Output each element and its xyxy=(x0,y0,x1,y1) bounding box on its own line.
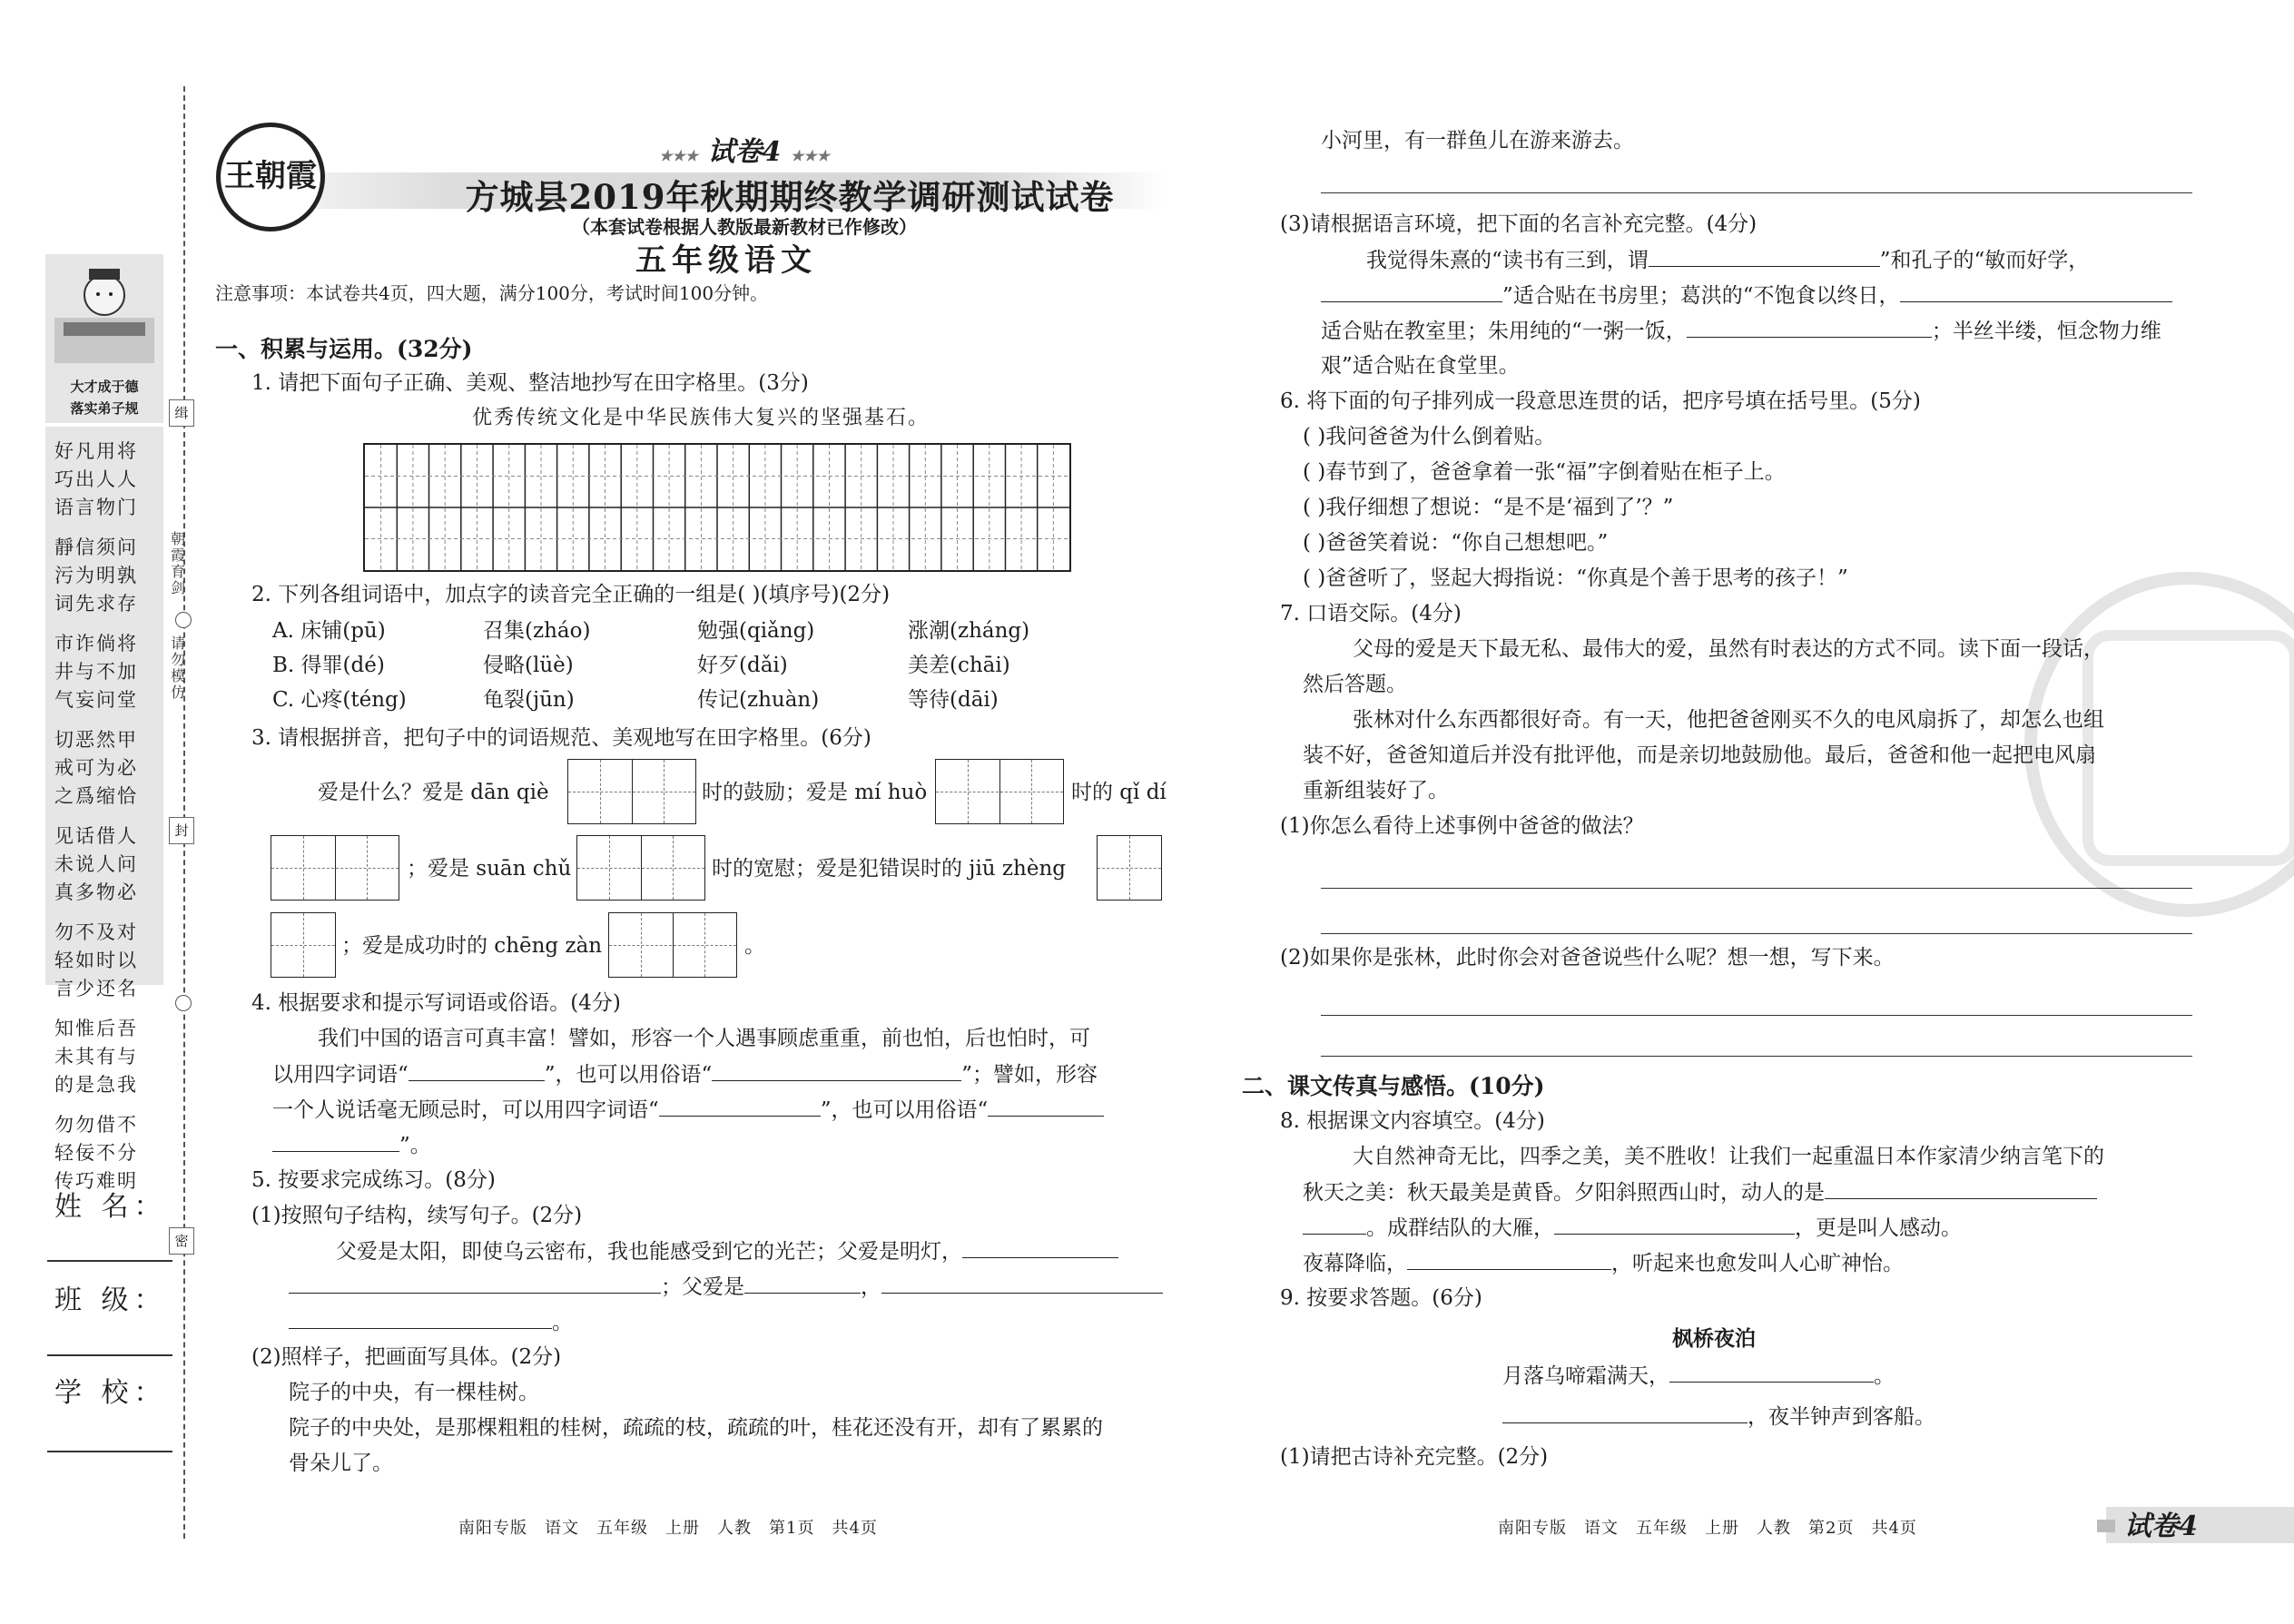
name-field[interactable] xyxy=(47,1260,172,1262)
classic-verse-box xyxy=(45,427,163,1192)
example-sentence: 院子的中央，有一棵桂树。 xyxy=(289,1381,539,1404)
grade-subject-heading: 五年级语文 xyxy=(635,242,817,279)
verse-line: 靜信须问 xyxy=(54,536,138,558)
ordering-item[interactable]: ( )爸爸笑着说：“你自己想想吧。” xyxy=(1303,531,1609,555)
binding-mark: 封 xyxy=(169,817,194,844)
sub-question: (1)按照句子结构，续写句子。(2分) xyxy=(251,1204,583,1227)
page-title: 方城县2019年秋期期终教学调研测试试卷 xyxy=(465,177,1115,217)
star-decoration: ★★★ xyxy=(790,147,830,164)
sub-question: (3)请根据语言环境，把下面的名言补充完整。(4分) xyxy=(1280,212,1757,236)
q4-fragment: ”。 xyxy=(399,1134,431,1157)
verse-line: 戒可为必 xyxy=(54,757,138,779)
option-B-word: 美差(chāi) xyxy=(908,654,1010,677)
q4-fragment: ”，也可以用俗语“ xyxy=(544,1063,713,1087)
answer-blank[interactable] xyxy=(1554,1214,1795,1235)
tianzige-box[interactable] xyxy=(608,912,737,978)
answer-blank[interactable] xyxy=(1303,1214,1366,1235)
class-field[interactable] xyxy=(47,1354,172,1356)
option-A-word: 召集(zháo) xyxy=(483,619,591,643)
q4-fragment: 一个人说话毫无顾忌时，可以用四字词语“ xyxy=(272,1098,659,1122)
ordering-item[interactable]: ( )我问爸爸为什么倒着贴。 xyxy=(1303,425,1556,448)
school-field[interactable] xyxy=(47,1451,172,1452)
question-2: 2. 下列各组词语中，加点字的读音完全正确的一组是( )(填序号)(2分) xyxy=(251,583,891,606)
q8-fragment: 夜幕降临， xyxy=(1303,1252,1407,1275)
q3-text: 爱是什么？爱是 dān qiè xyxy=(318,781,549,804)
binding-mark: 缉 xyxy=(169,399,194,427)
q8-text: 大自然神奇无比，四季之美，美不胜收！让我们一起重温日本作家清少纳言笔下的 xyxy=(1353,1145,2104,1168)
school-label: 学 校： xyxy=(54,1377,167,1409)
answer-blank[interactable] xyxy=(272,1131,399,1152)
ordering-item[interactable]: ( )我仔细想了想说：“是不是‘福到了’？” xyxy=(1303,496,1674,519)
q5-3-text xyxy=(1366,246,2089,275)
answer-blank[interactable] xyxy=(1900,281,2172,302)
q3-text: 时的宽慰；爱是犯错误时的 jiū zhèng xyxy=(712,857,1067,881)
answer-blank[interactable] xyxy=(1502,1403,1748,1423)
binding-sidebar xyxy=(0,0,189,1624)
tianzige-box[interactable] xyxy=(271,912,336,978)
q5-3-text xyxy=(1321,281,2172,310)
tianzige-box[interactable] xyxy=(935,759,1064,824)
tianzige-box[interactable] xyxy=(567,759,696,824)
option-A-word: 涨潮(zháng) xyxy=(908,619,1030,643)
verse-line: 言少还名 xyxy=(54,978,138,999)
answer-blank[interactable] xyxy=(1687,317,1932,338)
verse-line: 切恶然甲 xyxy=(54,729,138,751)
verse-line: 见话借人 xyxy=(54,825,138,847)
answer-blank[interactable] xyxy=(409,1060,545,1081)
q5-fragment: 。 xyxy=(552,1311,573,1334)
poem-fragment: 月落乌啼霜满天， xyxy=(1502,1364,1669,1388)
q5-3-text: 艰”适合贴在食堂里。 xyxy=(1321,354,1520,378)
option-A-word: 勉强(qiǎng) xyxy=(697,619,815,643)
q8-text xyxy=(1303,1178,2097,1207)
option-C-word: 等待(dāi) xyxy=(908,688,999,712)
option-B-word: B. 得罪(dé) xyxy=(272,654,385,677)
publisher-logo xyxy=(216,123,325,231)
answer-blank[interactable] xyxy=(881,1273,1163,1294)
q4-text xyxy=(272,1131,431,1160)
answer-blank[interactable] xyxy=(1669,1362,1874,1383)
binding-hole xyxy=(175,995,192,1011)
answer-blank[interactable] xyxy=(289,1308,552,1329)
verse-line: 轻佞不分 xyxy=(54,1142,138,1164)
section-heading: 二、课文传真与感悟。(10分) xyxy=(1242,1073,1545,1099)
cartoon-scholar-image xyxy=(45,254,163,372)
answer-line[interactable] xyxy=(1321,933,2192,934)
name-label: 姓 名： xyxy=(54,1191,167,1223)
copy-sentence: 优秀传统文化是中华民族伟大复兴的坚强基石。 xyxy=(472,407,930,429)
tianzige-grid[interactable] xyxy=(363,443,1071,572)
corner-tab xyxy=(2106,1507,2294,1543)
page-footer: 南阳专版 语文 五年级 上册 人教 第2页 共4页 xyxy=(1498,1519,1917,1538)
vertical-note: 朝霞育剑 xyxy=(168,531,186,596)
q5-3-fragment: 我觉得朱熹的“读书有三到，谓 xyxy=(1366,249,1649,272)
sub-question: (1)你怎么看待上述事例中爸爸的做法？ xyxy=(1280,814,1644,838)
answer-blank[interactable] xyxy=(1407,1249,1611,1270)
answer-line[interactable] xyxy=(1321,192,2192,193)
verse-line: 未说人问 xyxy=(54,853,138,875)
example-sentence: 院子的中央处，是那棵粗粗的桂树，疏疏的枝，疏疏的叶，桂花还没有开，却有了累累的 xyxy=(289,1416,1103,1440)
q4-text xyxy=(272,1096,1104,1125)
ordering-item[interactable]: ( )爸爸听了，竖起大拇指说：“你真是个善于思考的孩子！” xyxy=(1303,566,1848,590)
question-4: 4. 根据要求和提示写词语或俗语。(4分) xyxy=(251,991,621,1015)
ordering-item[interactable]: ( )春节到了，爸爸拿着一张“福”字倒着贴在柜子上。 xyxy=(1303,460,1786,484)
section-heading: 一、积累与运用。(32分) xyxy=(215,336,473,362)
tianzige-box[interactable] xyxy=(271,835,399,901)
question-9: 9. 按要求答题。(6分) xyxy=(1280,1286,1482,1310)
verse-line: 的是急我 xyxy=(54,1074,138,1096)
question-8: 8. 根据课文内容填空。(4分) xyxy=(1280,1109,1545,1133)
q7-passage: 重新组装好了。 xyxy=(1303,779,1449,802)
verse-line: 未其有与 xyxy=(54,1046,138,1068)
q4-text xyxy=(272,1060,1098,1089)
q7-passage: 张林对什么东西都很好奇。有一天，他把爸爸刚买不久的电风扇拆了，却怎么也组 xyxy=(1353,708,2104,732)
verse-line: 井与不加 xyxy=(54,661,138,683)
q4-fragment: 以用四字词语“ xyxy=(272,1063,409,1087)
sub-question: (2)如果你是张林，此时你会对爸爸说些什么呢？想一想，写下来。 xyxy=(1280,946,1895,969)
verse-line: 真多物必 xyxy=(54,881,138,903)
option-C-word: 龟裂(jūn) xyxy=(483,688,575,712)
q5-fragment: ， xyxy=(861,1275,881,1299)
verse-line: 气妄问堂 xyxy=(54,689,138,711)
example-sentence: 骨朵儿了。 xyxy=(289,1452,393,1475)
answer-blank[interactable] xyxy=(712,1060,961,1081)
question-3: 3. 请根据拼音，把句子中的词语规范、美观地写在田字格里。(6分) xyxy=(251,726,871,750)
answer-line[interactable] xyxy=(1321,1015,2192,1016)
q8-text xyxy=(1303,1214,1962,1243)
verse-line: 知惟后吾 xyxy=(54,1018,138,1039)
question-6: 6. 将下面的句子排列成一段意思连贯的话，把序号填在括号里。(5分) xyxy=(1280,389,1921,413)
sub-question: (1)请把古诗补充完整。(2分) xyxy=(1280,1445,1549,1469)
answer-blank[interactable] xyxy=(744,1273,861,1294)
answer-blank[interactable] xyxy=(289,1273,661,1294)
q4-fragment: ”；譬如，形容 xyxy=(961,1063,1098,1087)
q4-fragment: ”，也可以用俗语“ xyxy=(820,1098,989,1122)
verse-line: 污为明孰 xyxy=(54,565,138,586)
q5-text xyxy=(289,1273,1163,1302)
question-5: 5. 按要求完成练习。(8分) xyxy=(251,1168,496,1192)
q7-text: 父母的爱是天下最无私、最伟大的爱，虽然有时表达的方式不同。读下面一段话， xyxy=(1353,637,2104,661)
option-B-word: 好歹(dǎi) xyxy=(697,654,788,677)
q5-fragment: 父爱是太阳，即使乌云密布，我也能感受到它的光芒；父爱是明灯， xyxy=(336,1240,962,1264)
verse-line: 勿不及对 xyxy=(54,921,138,943)
binding-hole xyxy=(175,612,192,628)
poem-fragment: 。 xyxy=(1874,1364,1895,1388)
verse-line: 语言物门 xyxy=(54,497,138,518)
exam-series-label xyxy=(635,134,853,172)
page-footer: 南阳专版 语文 五年级 上册 人教 第1页 共4页 xyxy=(458,1519,878,1538)
verse-line: 市诈倘将 xyxy=(54,633,138,655)
q7-passage: 装不好，爸爸知道后并没有批评他，而是亲切地鼓励他。最后，爸爸和他一起把电风扇 xyxy=(1303,743,2096,767)
q4-text: 我们中国的语言可真丰富！譬如，形容一个人遇事顾虑重重，前也怕，后也怕时，可 xyxy=(318,1027,1090,1050)
verse-line: 好凡用将 xyxy=(54,440,138,462)
poem-title: 枫桥夜泊 xyxy=(1672,1327,1756,1351)
page-subtitle: （本套试卷根据人教版最新教材已作修改） xyxy=(572,216,917,238)
verse-line: 轻如时以 xyxy=(54,950,138,971)
q5-3-text xyxy=(1321,317,2161,346)
answer-blank[interactable] xyxy=(962,1237,1118,1258)
option-C-word: C. 心疼(téng) xyxy=(272,688,407,712)
verse-line: 勿勿借不 xyxy=(54,1114,138,1136)
q5-3-fragment: 适合贴在教室里；朱用纯的“一粥一饭， xyxy=(1321,320,1687,343)
class-label: 班 级： xyxy=(54,1284,167,1316)
corner-pattern xyxy=(2097,1520,2115,1532)
answer-blank[interactable] xyxy=(1825,1178,2097,1199)
tianzige-box[interactable] xyxy=(1097,835,1162,901)
exam-notice: 注意事项：本试卷共4页，四大题，满分100分，考试时间100分钟。 xyxy=(215,282,769,304)
star-decoration: ★★★ xyxy=(659,147,699,164)
answer-blank[interactable] xyxy=(988,1096,1104,1117)
q5-text xyxy=(289,1308,573,1337)
q8-text xyxy=(1303,1249,1904,1278)
poem-line xyxy=(1502,1403,1935,1432)
answer-blank[interactable] xyxy=(1321,281,1502,302)
motto-line: 落实弟子规 xyxy=(70,400,139,417)
binding-dashed-line xyxy=(183,86,185,1539)
binding-mark: 密 xyxy=(169,1227,194,1255)
q8-fragment: ，听起来也愈发叫人心旷神怡。 xyxy=(1611,1252,1904,1275)
option-C-word: 传记(zhuàn) xyxy=(697,688,820,712)
q3-text: ；爱是成功时的 chēng zàn xyxy=(341,934,603,958)
q3-text: 。 xyxy=(744,934,765,958)
q5-3-fragment: ”适合贴在书房里；葛洪的“不饱食以终日， xyxy=(1502,284,1900,308)
q3-text: ；爱是 suān chǔ xyxy=(407,857,572,881)
verse-line: 之爲缩恰 xyxy=(54,785,138,807)
corner-label: 试卷4 xyxy=(2124,1511,2198,1542)
tianzige-box[interactable] xyxy=(576,835,705,901)
q3-text: 时的鼓励；爱是 mí huò xyxy=(702,781,928,804)
option-B-word: 侵略(lüè) xyxy=(483,654,574,677)
q3-text: 时的 qǐ dí xyxy=(1071,781,1167,804)
answer-blank[interactable] xyxy=(659,1096,821,1117)
q5-fragment: ；父爱是 xyxy=(661,1275,744,1299)
answer-blank[interactable] xyxy=(1649,246,1880,267)
verse-line: 巧出人人 xyxy=(54,468,138,490)
q5-3-fragment: ；半丝半缕，恒念物力维 xyxy=(1931,320,2161,343)
poem-line xyxy=(1502,1362,1895,1391)
vertical-note: 请勿模仿 xyxy=(168,635,186,701)
logo-text: 王朝霞 xyxy=(224,158,317,195)
series-number: 试卷4 xyxy=(707,136,782,168)
q8-fragment: 秋天之美：秋天最美是黄昏。夕阳斜照西山时，动人的是 xyxy=(1303,1181,1825,1205)
answer-example: 小河里，有一群鱼儿在游来游去。 xyxy=(1321,129,1634,153)
motto-box xyxy=(45,372,163,423)
verse-line: 词先求存 xyxy=(54,593,138,615)
question-1: 1. 请把下面句子正确、美观、整洁地抄写在田字格里。(3分) xyxy=(251,371,809,395)
q8-fragment: ，更是叫人感动。 xyxy=(1795,1216,1962,1240)
q8-fragment: 。成群结队的大雁， xyxy=(1366,1216,1554,1240)
verse-line: 传巧难明 xyxy=(54,1170,138,1192)
poem-fragment: ，夜半钟声到客船。 xyxy=(1748,1405,1935,1429)
option-A-word: A. 床铺(pū) xyxy=(272,619,386,643)
q5-3-fragment: ”和孔子的“敏而好学， xyxy=(1879,249,2090,272)
answer-line[interactable] xyxy=(1321,1056,2192,1057)
q7-text: 然后答题。 xyxy=(1303,673,1407,696)
answer-line[interactable] xyxy=(1321,888,2192,889)
motto-line: 大才成于德 xyxy=(70,379,139,395)
question-7: 7. 口语交际。(4分) xyxy=(1280,602,1462,625)
q5-text xyxy=(336,1237,1118,1266)
sub-question: (2)照样子，把画面写具体。(2分) xyxy=(251,1345,562,1369)
